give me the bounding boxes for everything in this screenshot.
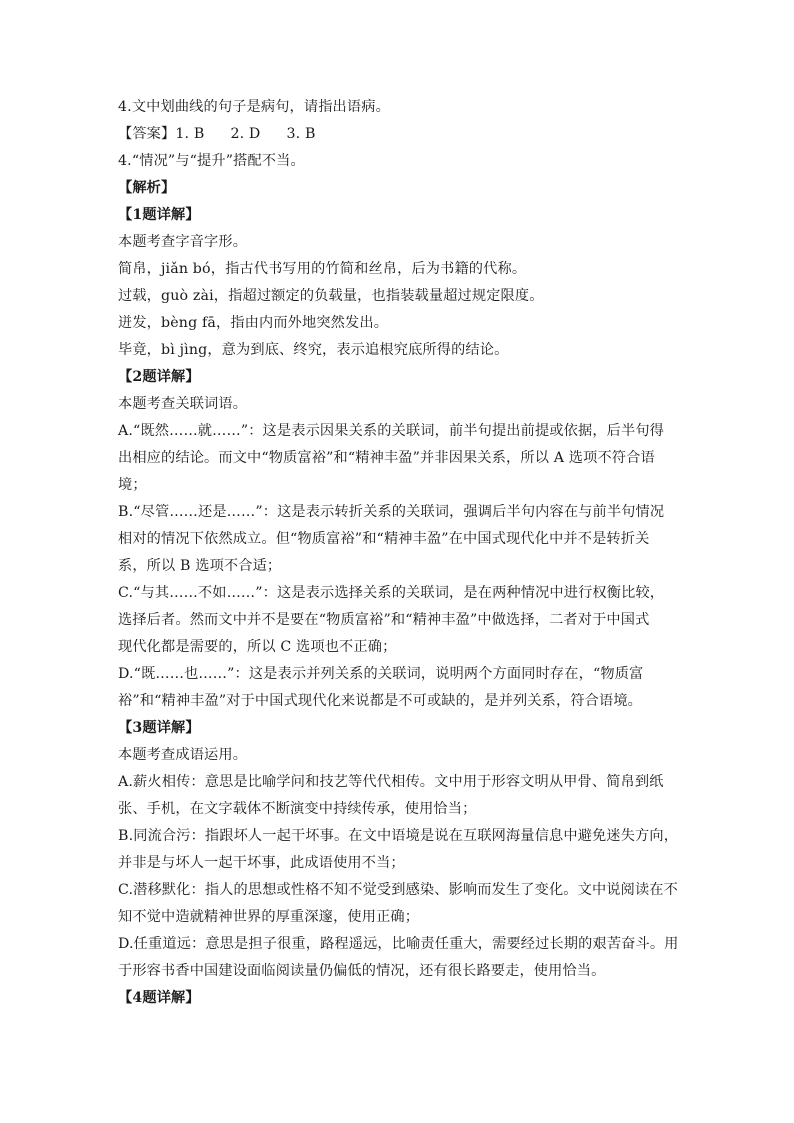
answer-3: 3. B — [286, 126, 316, 142]
q2-line: C.“与其……不如……”：这是表示选择关系的关联词，是在两种情况中进行权衡比较， — [118, 585, 665, 601]
q3-line: 于形容书香中国建设面临阅读量仍偏低的情况，还有很长路要走，使用恰当。 — [118, 963, 606, 979]
q2-line: 裕”和“精神丰盈”对于中国式现代化来说都是不可或缺的，是并列关系，符合语境。 — [118, 693, 643, 709]
q1-line: 迸发，bèng fā，指由内而外地突然发出。 — [118, 315, 389, 331]
q2-line: 本题考查关联词语。 — [118, 396, 248, 412]
analysis-heading: 【解析】 — [118, 180, 176, 196]
q3-line: 本题考查成语运用。 — [118, 747, 248, 763]
q3-line: B.同流合污：指跟坏人一起干坏事。在文中语境是说在互联网海量信息中避免迷失方向， — [118, 828, 679, 844]
q4-heading: 【4题详解】 — [118, 990, 200, 1006]
q1-heading: 【1题详解】 — [118, 207, 200, 223]
q2-line: B.“尽管……还是……”：这是表示转折关系的关联词，强调后半句内容在与前半句情况 — [118, 504, 665, 520]
q2-line: D.“既……也……”：这是表示并列关系的关联词，说明两个方面同时存在，“物质富 — [118, 666, 644, 682]
q2-heading: 【2题详解】 — [118, 369, 200, 385]
q3-line: 张、手机，在文字载体不断演变中持续传承，使用恰当； — [118, 801, 477, 817]
answer-2: 2. D — [230, 126, 261, 142]
q2-line: A.“既然……就……”：这是表示因果关系的关联词，前半句提出前提或依据，后半句得 — [118, 423, 665, 439]
q3-line: A.薪火相传：意思是比喻学问和技艺等代代相传。文中用于形容文明从甲骨、简帛到纸 — [118, 774, 664, 790]
q3-line: 知不觉中造就精神世界的厚重深邃，使用正确； — [118, 909, 420, 925]
q2-line: 选择后者。然而文中并不是要在“物质富裕”和“精神丰盈”中做选择，二者对于中国式 — [118, 612, 650, 628]
q1-line: 本题考查字音字形。 — [118, 234, 248, 250]
q2-line: 系，所以 B 选项不合适； — [118, 558, 282, 574]
q2-line: 现代化都是需要的，所以 C 选项也不正确； — [118, 639, 397, 655]
q2-line: 出相应的结论。而文中“物质富裕”和“精神丰盈”并非因果关系，所以 A 选项不符合语 — [118, 450, 655, 466]
q3-line: 并非是与坏人一起干坏事，此成语使用不当； — [118, 855, 405, 871]
q3-line: D.任重道远：意思是担子很重，路程遥远，比喻责任重大，需要经过长期的艰苦奋斗。用 — [118, 936, 679, 952]
q2-line: 境； — [118, 477, 147, 493]
q3-line: C.潜移默化：指人的思想或性格不知不觉受到感染、影响而发生了变化。文中说阅读在不 — [118, 882, 678, 898]
document-page — [118, 94, 678, 1012]
q1-line: 过载，guò zài，指超过额定的负载量，也指装载量超过规定限度。 — [118, 288, 544, 304]
q1-line: 毕竟，bì jìng，意为到底、终究，表示追根究底所得的结论。 — [118, 342, 509, 358]
q1-line: 简帛，jiǎn bó，指古代书写用的竹简和丝帛，后为书籍的代称。 — [118, 261, 527, 277]
answer-1: 1. B — [175, 126, 205, 142]
q3-heading: 【3题详解】 — [118, 720, 200, 736]
answer-line — [118, 121, 678, 148]
q2-line: 相对的情况下依然成立。但“物质富裕”和“精神丰盈”在中国式现代化中并不是转折关 — [118, 531, 650, 547]
answer-label: 【答案】 — [118, 126, 176, 142]
answer-4: 4.“情况”与“提升”搭配不当。 — [118, 153, 305, 169]
question-4-prompt: 4.文中划曲线的句子是病句，请指出语病。 — [118, 99, 390, 115]
